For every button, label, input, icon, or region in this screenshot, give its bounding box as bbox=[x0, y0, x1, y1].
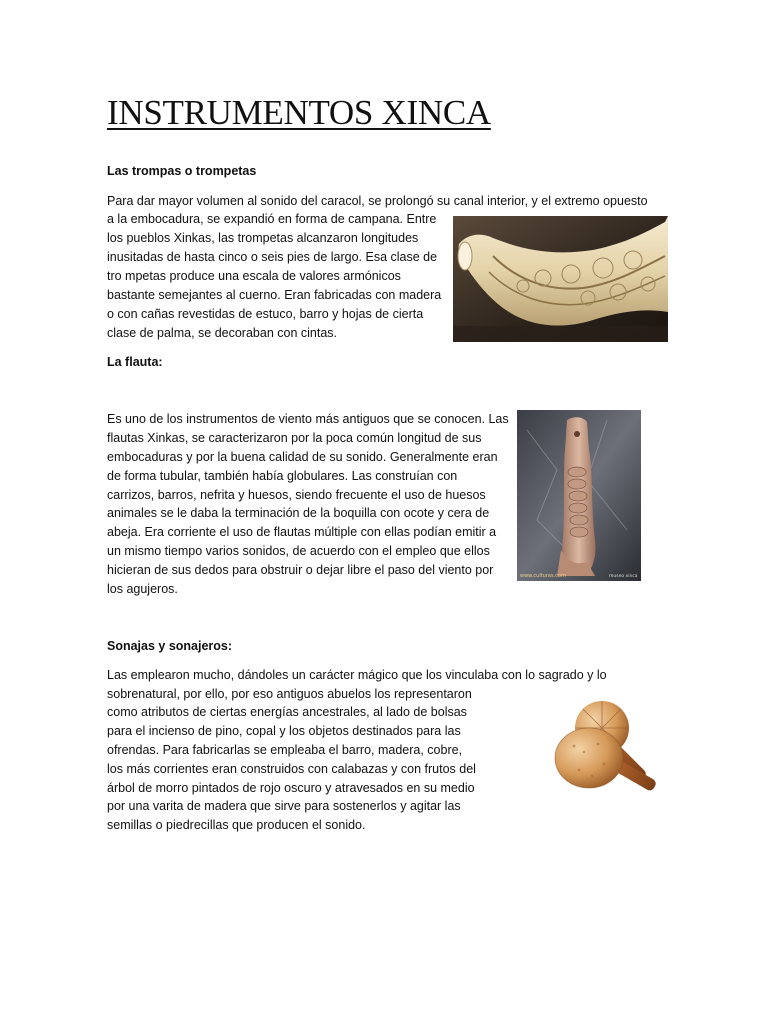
paragraph-line: árbol de morro pintados de rojo oscuro y atravesados en su medio bbox=[107, 781, 475, 795]
paragraph-line: los pueblos Xinkas, las trompetas alcanzaron longitudes bbox=[107, 231, 419, 245]
paragraph-line: embocaduras y por la buena calidad de su sonido. Generalmente eran bbox=[107, 450, 498, 464]
paragraph-line: los agujeros. bbox=[107, 582, 178, 596]
paragraph-line: Las emplearon mucho, dándoles un carácter mágico que los vinculaba con lo sagrado y lo bbox=[107, 668, 607, 682]
paragraph-line: un mismo tiempo varios sonidos, de acuerdo con el empleo que ellos bbox=[107, 544, 490, 558]
paragraph-line: para el incienso de pino, copal y los objetos destinados para las bbox=[107, 724, 461, 738]
paragraph-line: Es uno de los instrumentos de viento más antiguos que se conocen. Las bbox=[107, 412, 509, 426]
section-heading-flauta: La flauta: bbox=[107, 355, 163, 369]
paragraph-line: hicieran de sus dedos para obstruir o dejar libre el paso del viento por bbox=[107, 563, 494, 577]
paragraph-line: abeja. Era corriente el uso de flautas múltiple con ellas podían emitir a bbox=[107, 525, 497, 539]
section-heading-trompetas: Las trompas o trompetas bbox=[107, 164, 257, 178]
paragraph-line: a la embocadura, se expandió en forma de campana. Entre bbox=[107, 212, 437, 226]
paragraph-line: flautas Xinkas, se caracterizaron por la poca común longitud de sus bbox=[107, 431, 482, 445]
carved-flute-image bbox=[517, 410, 641, 581]
paragraph-line: semillas o piedrecillas que producen el sonido. bbox=[107, 818, 366, 832]
paragraph-line: Para dar mayor volumen al sonido del caracol, se prolongó su canal interior, y el extremo opuesto bbox=[107, 194, 648, 208]
page-title: INSTRUMENTOS XINCA bbox=[107, 93, 491, 132]
paragraph-line: los más corrientes eran construidos con calabazas y con frutos del bbox=[107, 762, 476, 776]
paragraph-line: clase de palma, se decoraban con cintas. bbox=[107, 326, 337, 340]
paragraph-line: animales se le daba la terminación de la boquilla con ocote y cera de bbox=[107, 506, 490, 520]
paragraph-line: ofrendas. Para fabricarlas se empleaba el barro, madera, cobre, bbox=[107, 743, 463, 757]
paragraph-line: o con cañas revestidas de estuco, barro y hojas de cierta bbox=[107, 307, 424, 321]
paragraph-line: bastante semejantes al cuerno. Eran fabricadas con madera bbox=[107, 288, 442, 302]
paragraph-line: carrizos, barros, nefrita y huesos, siendo frecuente el uso de huesos bbox=[107, 488, 486, 502]
paragraph-line: sobrenatural, por ello, por eso antiguos abuelos los representaron bbox=[107, 687, 472, 701]
trumpet-horn-image bbox=[453, 216, 668, 342]
paragraph-line: tro mpetas produce una escala de valores armónicos bbox=[107, 269, 401, 283]
paragraph-line: como atributos de ciertas energías ancestrales, al lado de bolsas bbox=[107, 705, 467, 719]
image-caption-right: museo xinca bbox=[609, 574, 638, 579]
paragraph-line: por una varita de madera que sirve para sostenerlos y agitar las bbox=[107, 799, 461, 813]
section-heading-sonajas: Sonajas y sonajeros: bbox=[107, 639, 233, 653]
paragraph-line: de forma tubular, también había globulares. Las construían con bbox=[107, 469, 458, 483]
image-caption-left: www.culturas.com bbox=[520, 573, 566, 579]
maracas-image bbox=[494, 686, 686, 814]
paragraph-line: inusitadas de hasta cinco o seis pies de largo. Esa clase de bbox=[107, 250, 438, 264]
